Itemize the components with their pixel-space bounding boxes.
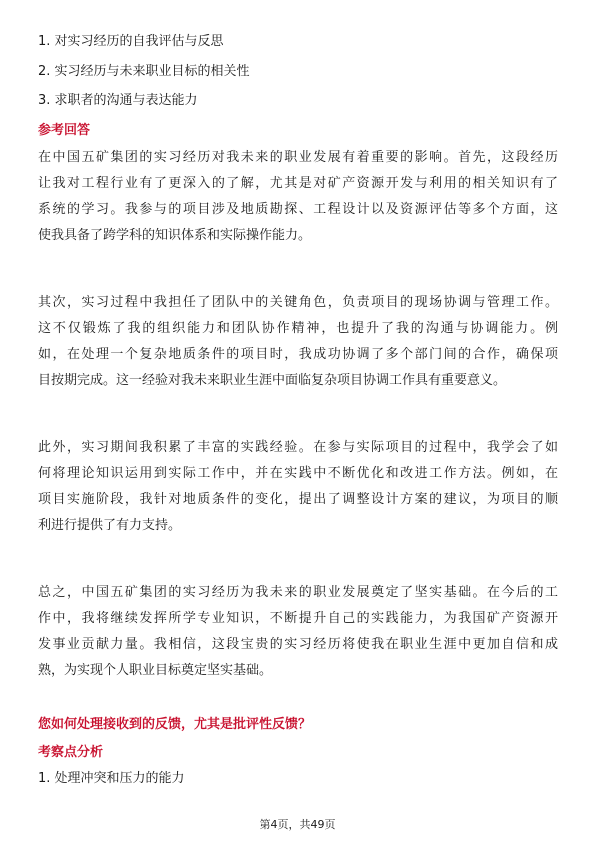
list-item-1: 1. 对实习经历的自我评估与反思 <box>38 34 224 49</box>
paragraph-line: 在中国五矿集团的实习经历对我未来的职业发展有着重要的影响。首先，这段经历 <box>38 150 558 165</box>
page-number-footer: 第4页，共49页 <box>259 818 336 831</box>
paragraph-line: 熟，为实现个人职业目标奠定坚实基础。 <box>38 663 273 678</box>
list-item-3: 3. 求职者的沟通与表达能力 <box>38 93 198 108</box>
paragraph-line: 目按期完成。这一经验对我未来职业生涯中面临复杂项目协调工作具有重要意义。 <box>38 373 507 388</box>
paragraph-line: 发事业贡献力量。我相信，这段宝贵的实习经历将使我在职业生涯中更加自信和成 <box>38 637 558 652</box>
paragraph-line: 使我具备了跨学科的知识体系和实际操作能力。 <box>38 228 312 243</box>
answer-paragraph-3 <box>38 435 558 539</box>
paragraph-line: 系统的学习。我参与的项目涉及地质勘探、工程设计以及资源评估等多个方面，这 <box>38 202 558 217</box>
question-heading: 您如何处理接收到的反馈，尤其是批评性反馈？ <box>38 717 312 732</box>
paragraph-line: 如，在处理一个复杂地质条件的项目时，我成功协调了多个部门间的合作，确保项 <box>38 347 558 362</box>
list-item-2: 2. 实习经历与未来职业目标的相关性 <box>38 64 250 79</box>
paragraph-line: 何将理论知识运用到实际工作中，并在实践中不断优化和改进工作方法。例如，在 <box>38 466 558 481</box>
list-item-4: 1. 处理冲突和压力的能力 <box>38 771 185 786</box>
answer-paragraph-1 <box>38 145 558 249</box>
paragraph-line: 总之，中国五矿集团的实习经历为我未来的职业发展奠定了坚实基础。在今后的工 <box>38 585 558 600</box>
paragraph-line: 此外，实习期间我积累了丰富的实践经验。在参与实际项目的过程中，我学会了如 <box>38 440 558 455</box>
paragraph-line: 其次，实习过程中我担任了团队中的关键角色，负责项目的现场协调与管理工作。 <box>38 295 558 310</box>
answer-paragraph-2 <box>38 290 558 394</box>
paragraph-line: 作中，我将继续发挥所学专业知识，不断提升自己的实践能力，为我国矿产资源开 <box>38 611 558 626</box>
paragraph-line: 利进行提供了有力支持。 <box>38 518 182 533</box>
analysis-heading: 考察点分析 <box>38 745 104 760</box>
reference-answer-heading: 参考回答 <box>38 123 91 138</box>
paragraph-line: 让我对工程行业有了更深入的了解，尤其是对矿产资源开发与利用的相关知识有了 <box>38 176 558 191</box>
paragraph-line: 项目实施阶段，我针对地质条件的变化，提出了调整设计方案的建议，为项目的顺 <box>38 492 558 507</box>
paragraph-line: 这不仅锻炼了我的组织能力和团队协作精神，也提升了我的沟通与协调能力。例 <box>38 321 558 336</box>
answer-paragraph-4 <box>38 580 558 684</box>
